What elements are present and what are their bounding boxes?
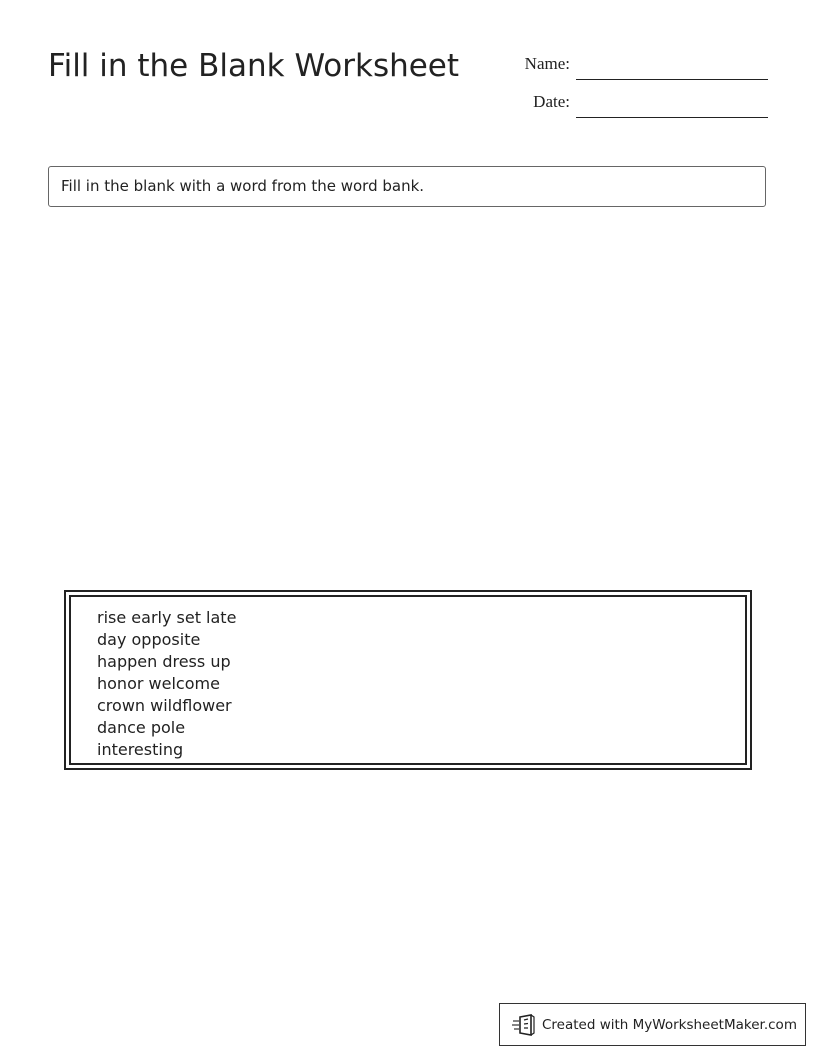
footer-credit[interactable] <box>499 1003 806 1046</box>
date-line[interactable] <box>576 117 768 118</box>
word-bank-item: rise early set late <box>97 608 237 627</box>
word-bank-item: day opposite <box>97 630 201 649</box>
word-bank-item: happen dress up <box>97 652 231 671</box>
word-bank <box>64 590 752 770</box>
page-title: Fill in the Blank Worksheet <box>48 48 460 84</box>
word-bank-item: interesting <box>97 740 184 759</box>
word-bank-item: dance pole <box>97 718 186 737</box>
word-bank-item: crown wildflower <box>97 696 232 715</box>
date-label: Date: <box>533 92 570 111</box>
word-bank-list <box>97 607 719 761</box>
footer-text[interactable]: Created with MyWorksheetMaker.com <box>542 1016 797 1033</box>
word-bank-item: honor welcome <box>97 674 220 693</box>
name-label: Name: <box>524 54 570 73</box>
date-field[interactable] <box>500 90 768 118</box>
worksheet-maker-logo-icon <box>512 1013 536 1037</box>
name-line[interactable] <box>576 79 768 80</box>
name-field[interactable] <box>500 52 768 80</box>
word-bank-inner <box>69 595 747 765</box>
instructions-box: Fill in the blank with a word from the word bank. <box>48 166 766 207</box>
